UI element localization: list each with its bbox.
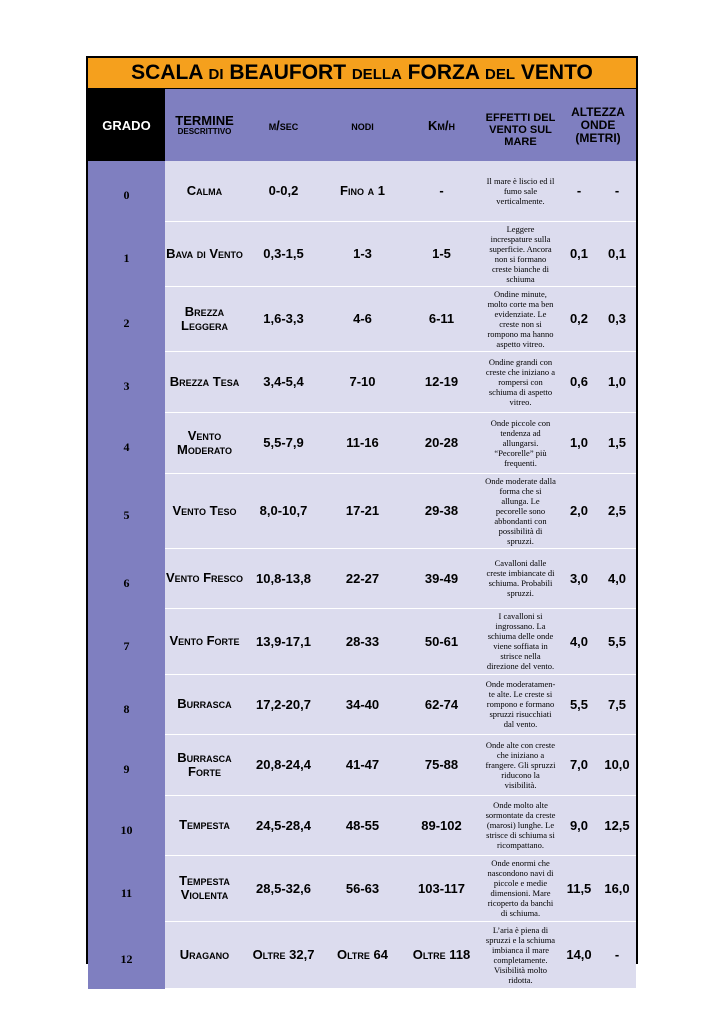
msec-value: 28,5-32,6 [244, 855, 323, 921]
grado-value: 12 [88, 921, 165, 988]
kmh-value: 20-28 [402, 412, 481, 473]
effetti-value: Onde moderatamen-te alte. Le creste si rompono e formano spruzzi risucchiati dal vento. [481, 674, 560, 734]
altezza-min-value: 14,0 [560, 921, 598, 988]
nodi-value: 28-33 [323, 608, 402, 674]
msec-value: 13,9-17,1 [244, 608, 323, 674]
nodi-value: 17-21 [323, 473, 402, 548]
altezza-max-value: 12,5 [598, 795, 636, 855]
header-msec: m/sec [244, 89, 323, 161]
termine-value: Vento Moderato [165, 412, 244, 473]
grado-value: 2 [88, 286, 165, 351]
termine-value: Vento Forte [165, 608, 244, 674]
altezza-max-value: 1,5 [598, 412, 636, 473]
table-row [88, 921, 636, 988]
nodi-value: 48-55 [323, 795, 402, 855]
table-row [88, 473, 636, 548]
termine-value: Bava di Vento [165, 221, 244, 286]
nodi-value: 7-10 [323, 351, 402, 412]
termine-value: Brezza Tesa [165, 351, 244, 412]
altezza-min-value: 0,2 [560, 286, 598, 351]
header-termine-sub: DESCRITTIVO [177, 127, 232, 136]
grado-value: 1 [88, 221, 165, 286]
altezza-max-value: - [598, 161, 636, 221]
table-row [88, 161, 636, 221]
termine-value: Tempesta Violenta [165, 855, 244, 921]
header-termine-label: TERMINE [175, 113, 234, 128]
nodi-value: 34-40 [323, 674, 402, 734]
header-effetti: EFFETTI DEL VENTO SUL MARE [481, 89, 560, 161]
msec-value: 24,5-28,4 [244, 795, 323, 855]
termine-value: Burrasca [165, 674, 244, 734]
table-row [88, 548, 636, 608]
grado-value: 11 [88, 855, 165, 921]
grado-value: 0 [88, 161, 165, 221]
table-row [88, 674, 636, 734]
table-row [88, 855, 636, 921]
table-row [88, 608, 636, 674]
altezza-max-value: 0,3 [598, 286, 636, 351]
altezza-min-value: 0,6 [560, 351, 598, 412]
altezza-min-value: 3,0 [560, 548, 598, 608]
nodi-value: Oltre 64 [323, 921, 402, 988]
msec-value: 0,3-1,5 [244, 221, 323, 286]
altezza-max-value: 10,0 [598, 734, 636, 795]
kmh-value: 75-88 [402, 734, 481, 795]
msec-value: 1,6-3,3 [244, 286, 323, 351]
altezza-min-value: 4,0 [560, 608, 598, 674]
altezza-min-value: 1,0 [560, 412, 598, 473]
kmh-value: 89-102 [402, 795, 481, 855]
grado-value: 6 [88, 548, 165, 608]
grado-value: 8 [88, 674, 165, 734]
altezza-max-value: 5,5 [598, 608, 636, 674]
msec-value: 20,8-24,4 [244, 734, 323, 795]
nodi-value: 41-47 [323, 734, 402, 795]
termine-value: Tempesta [165, 795, 244, 855]
kmh-value: Oltre 118 [402, 921, 481, 988]
header-nodi: nodi [323, 89, 402, 161]
effetti-value: Onde alte con creste che iniziano a frangere. Gli spruzzi riducono la visibilità. [481, 734, 560, 795]
kmh-value: 39-49 [402, 548, 481, 608]
table-row [88, 795, 636, 855]
effetti-value: Cavalloni dalle creste imbiancate di schiuma. Probabili spruzzi. [481, 548, 560, 608]
termine-value: Burrasca Forte [165, 734, 244, 795]
termine-value: Uragano [165, 921, 244, 988]
altezza-max-value: 2,5 [598, 473, 636, 548]
altezza-min-value: 11,5 [560, 855, 598, 921]
header-altezza: ALTEZZA ONDE (METRI) [560, 89, 636, 161]
nodi-value: 56-63 [323, 855, 402, 921]
kmh-value: 50-61 [402, 608, 481, 674]
altezza-min-value: 0,1 [560, 221, 598, 286]
msec-value: 0-0,2 [244, 161, 323, 221]
nodi-value: 4-6 [323, 286, 402, 351]
nodi-value: 22-27 [323, 548, 402, 608]
kmh-value: - [402, 161, 481, 221]
kmh-value: 103-117 [402, 855, 481, 921]
effetti-value: L’aria è piena di spruzzi e la schiuma imbianca il mare completamente. Visibilità molto ridotta. [481, 921, 560, 988]
table-row [88, 221, 636, 286]
grado-value: 9 [88, 734, 165, 795]
effetti-value: Ondine minute, molto corte ma ben evidenziate. Le creste non si rompono ma hanno aspetto vitreo. [481, 286, 560, 351]
nodi-value: Fino a 1 [323, 161, 402, 221]
altezza-max-value: 1,0 [598, 351, 636, 412]
header-grado: GRADO [88, 89, 165, 161]
altezza-min-value: 2,0 [560, 473, 598, 548]
table-body [88, 161, 636, 988]
grado-value: 5 [88, 473, 165, 548]
altezza-min-value: 5,5 [560, 674, 598, 734]
altezza-max-value: 16,0 [598, 855, 636, 921]
table-row [88, 734, 636, 795]
effetti-value: Onde molto alte sormontate da creste (marosi) lunghe. Le strisce di schiuma si ricompattano. [481, 795, 560, 855]
header-termine [165, 89, 244, 161]
header-row [88, 89, 636, 161]
table-row [88, 286, 636, 351]
table-row [88, 351, 636, 412]
beaufort-sheet [86, 56, 638, 985]
nodi-value: 1-3 [323, 221, 402, 286]
msec-value: 5,5-7,9 [244, 412, 323, 473]
msec-value: 17,2-20,7 [244, 674, 323, 734]
termine-value: Brezza Leggera [165, 286, 244, 351]
grado-value: 10 [88, 795, 165, 855]
termine-value: Vento Teso [165, 473, 244, 548]
altezza-max-value: - [598, 921, 636, 988]
grado-value: 3 [88, 351, 165, 412]
kmh-value: 12-19 [402, 351, 481, 412]
effetti-value: Onde piccole con tendenza ad allungarsi. “Pecorelle” più frequenti. [481, 412, 560, 473]
effetti-value: Ondine grandi con creste che iniziano a rompersi con schiuma di aspetto vitreo. [481, 351, 560, 412]
nodi-value: 11-16 [323, 412, 402, 473]
altezza-min-value: 9,0 [560, 795, 598, 855]
grado-value: 7 [88, 608, 165, 674]
header-kmh: Km/h [402, 89, 481, 161]
effetti-value: Onde enormi che nascondono navi di piccole e medie dimensioni. Mare ricoperto da banchi di schiuma. [481, 855, 560, 921]
msec-value: 10,8-13,8 [244, 548, 323, 608]
effetti-value: Onde moderate dalla forma che si allunga. Le pecorelle sono abbondanti con possibilità di spruzzi. [481, 473, 560, 548]
effetti-value: I cavalloni si ingrossano. La schiuma delle onde viene soffiata in strisce nella direzione del vento. [481, 608, 560, 674]
msec-value: 3,4-5,4 [244, 351, 323, 412]
page-title: SCALA di BEAUFORT della FORZA del VENTO [88, 58, 636, 89]
altezza-max-value: 0,1 [598, 221, 636, 286]
termine-value: Calma [165, 161, 244, 221]
msec-value: 8,0-10,7 [244, 473, 323, 548]
grado-value: 4 [88, 412, 165, 473]
effetti-value: Il mare è liscio ed il fumo sale verticalmente. [481, 161, 560, 221]
table-row [88, 412, 636, 473]
kmh-value: 29-38 [402, 473, 481, 548]
beaufort-table [88, 89, 636, 989]
msec-value: Oltre 32,7 [244, 921, 323, 988]
altezza-min-value: 7,0 [560, 734, 598, 795]
kmh-value: 1-5 [402, 221, 481, 286]
altezza-min-value: - [560, 161, 598, 221]
altezza-max-value: 4,0 [598, 548, 636, 608]
altezza-max-value: 7,5 [598, 674, 636, 734]
termine-value: Vento Fresco [165, 548, 244, 608]
kmh-value: 62-74 [402, 674, 481, 734]
kmh-value: 6-11 [402, 286, 481, 351]
effetti-value: Leggere increspature sulla superficie. Ancora non si formano creste bianche di schiuma [481, 221, 560, 286]
